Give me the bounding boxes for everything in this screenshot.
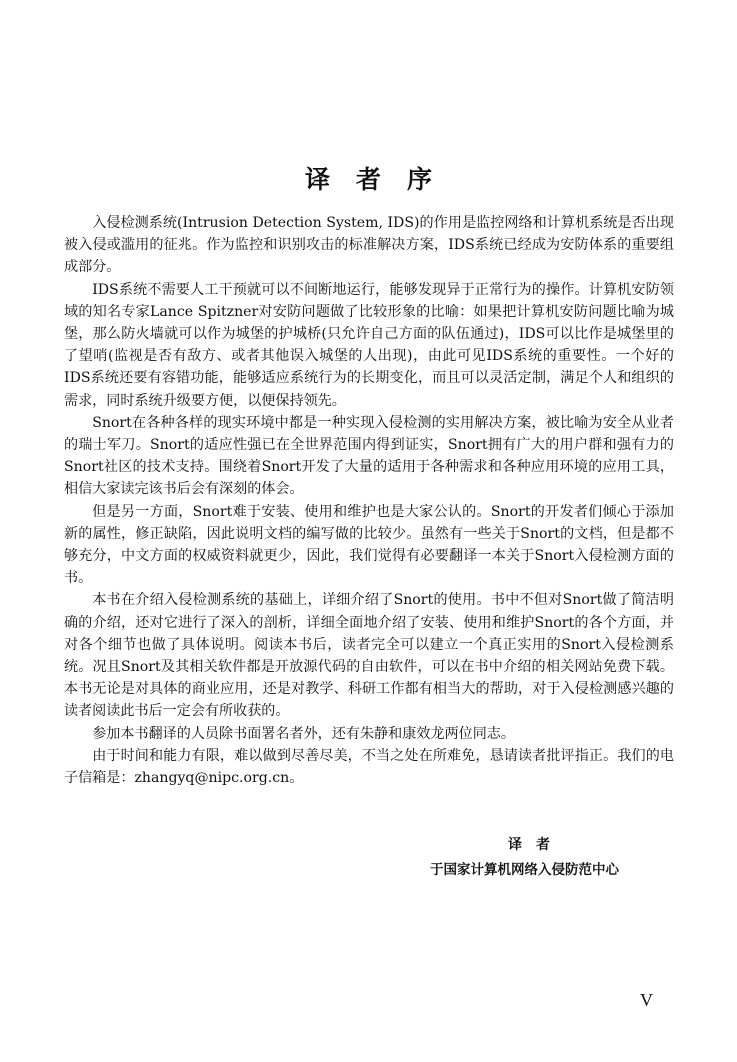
page-title: 译者序: [304, 165, 458, 194]
paragraph: IDS系统不需要人工干预就可以不间断地运行，能够发现异于正常行为的操作。计算机安防领域的知名专家Lance Spitzner对安防问题做了比较形象的比喻：如果把计算机安防问题比喻为城堡，那么防火墙就可以作为城堡的护城桥(只允许自己方面的队伍通过)，IDS可以比作是城堡里的了望哨(监视是否有敌方、或者其他误入城堡的人出现)，由此可见IDS系统的重要性。一个好的IDS系统还要有容错功能，能够适应系统行为的长期变化，而且可以灵活定制，满足个人和组织的需求，同时系统升级要方便，以便保持领先。: [64, 281, 674, 409]
paragraph: Snort在各种各样的现实环境中都是一种实现入侵检测的实用解决方案，被比喻为安全从业者的瑞士军刀。Snort的适应性强已在全世界范围内得到证实，Snort拥有广大的用户群和强有力的Snort社区的技术支持。围绕着Snort开发了大量的适用于各种需求和各种应用环境的应用工具，相信大家读完该书后会有深刻的体会。: [64, 414, 674, 498]
paragraph: 由于时间和能力有限，难以做到尽善尽美，不当之处在所难免，恳请读者批评指正。我们的电子信箱是：zhangyq@nipc.org.cn。: [64, 747, 674, 787]
paragraph: 入侵检测系统(Intrusion Detection System, IDS)的作用是监控网络和计算机系统是否出现被入侵或滥用的征兆。作为监控和识别攻击的标准解决方案，IDS系统已经成为安防体系的重要组成部分。: [64, 215, 674, 276]
preface-body: [64, 212, 674, 789]
paragraph: 参加本书翻译的人员除书面署名者外，还有朱静和康效龙两位同志。: [92, 725, 515, 742]
page-number: V: [640, 990, 653, 1010]
paragraph: 但是另一方面，Snort难于安装、使用和维护也是大家公认的。Snort的开发者们倾心于添加新的属性，修正缺陷，因此说明文档的编写做的比较少。虽然有一些关于Snort的文档，但是都不够充分，中文方面的权威资料就更少，因此，我们觉得有必要翻译一本关于Snort入侵检测方面的书。: [64, 503, 674, 587]
signature-organization: 于国家计算机网络入侵防范中心: [430, 862, 619, 878]
signature-translators: 译者: [508, 837, 564, 853]
paragraph: 本书在介绍入侵检测系统的基础上，详细介绍了Snort的使用。书中不但对Snort做了简洁明确的介绍，还对它进行了深入的剖析，详细全面地介绍了安装、使用和维护Snort的各个方面，并对各个细节也做了具体说明。阅读本书后，读者完全可以建立一个真正实用的Snort入侵检测系统。况且Snort及其相关软件都是开放源代码的自由软件，可以在书中介绍的相关网站免费下载。本书无论是对具体的商业应用，还是对教学、科研工作都有相当大的帮助，对于入侵检测感兴趣的读者阅读此书后一定会有所收获的。: [64, 592, 674, 720]
